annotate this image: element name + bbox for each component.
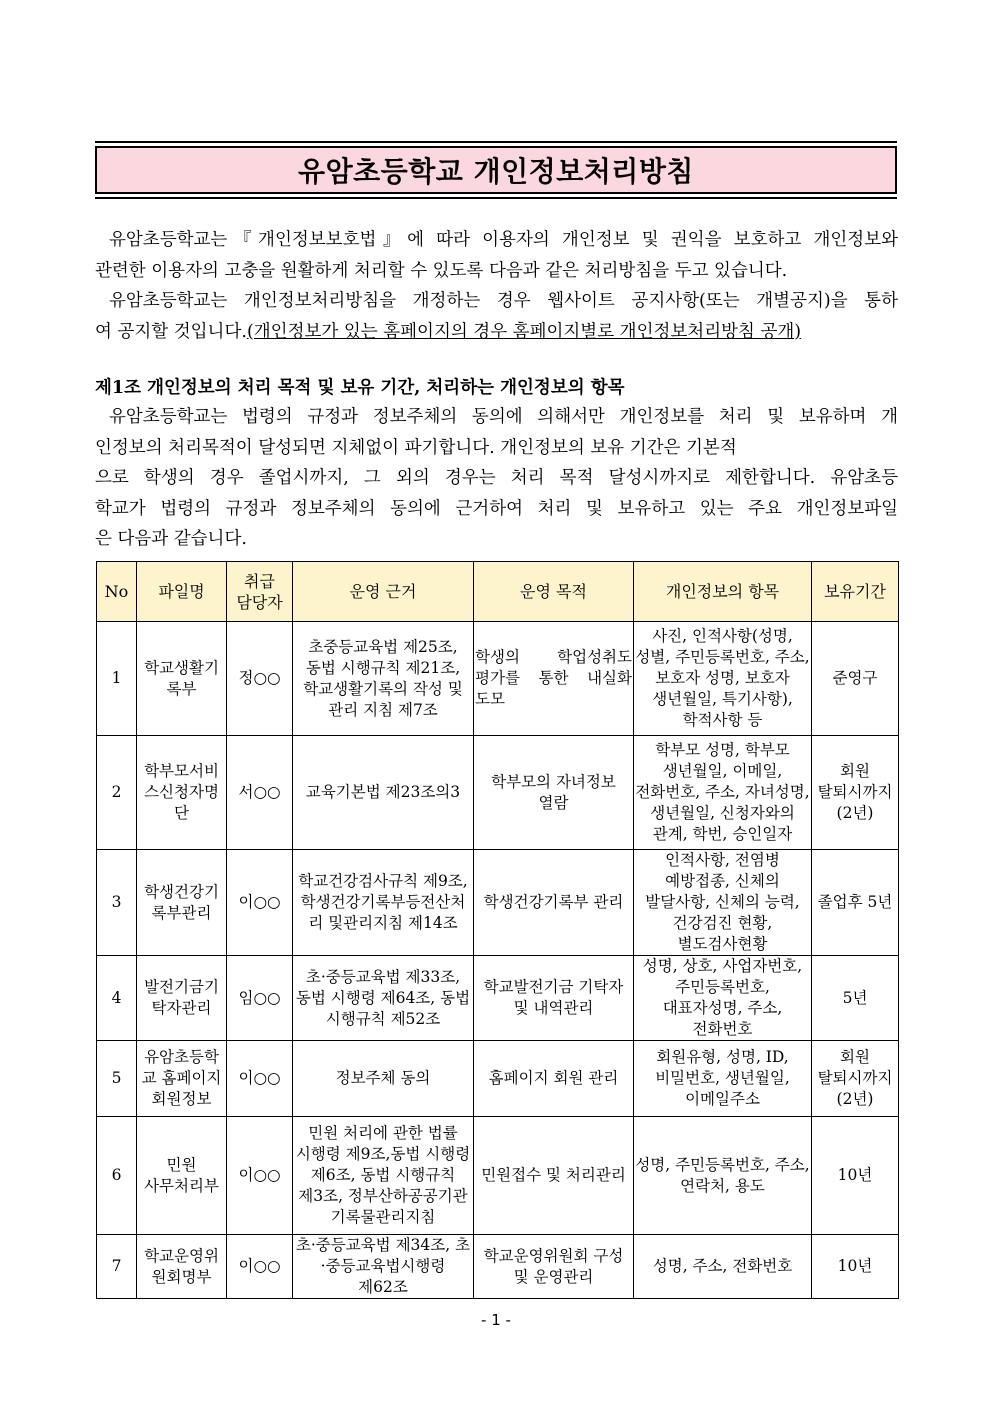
cell-legal-basis: 민원 처리에 관한 법률 시행령 제9조,동법 시행령 제6조, 동법 시행규칙 제3조, 정부산하공공기관 기록물관리지침 xyxy=(293,1117,474,1235)
cell-no: 2 xyxy=(97,736,137,850)
table-row xyxy=(97,1041,899,1117)
cell-file-name: 학교운영위원회명부 xyxy=(137,1235,227,1299)
header-manager: 취급 담당자 xyxy=(227,562,293,622)
intro-underlined-note: (개인정보가 있는 홈페이지의 경우 홈페이지별로 개인정보처리방침 공개) xyxy=(246,321,802,342)
cell-retention: 10년 xyxy=(812,1235,899,1299)
section-heading: 제1조 개인정보의 처리 목적 및 보유 기간, 처리하는 개인정보의 항목 xyxy=(95,378,625,398)
cell-purpose: 학생의 학업성취도 평가를 통한 내실화 도모 xyxy=(474,622,634,736)
cell-manager: 임○○ xyxy=(227,956,293,1041)
header-items: 개인정보의 항목 xyxy=(634,562,812,622)
table-row xyxy=(97,850,899,956)
header-retention: 보유기간 xyxy=(812,562,899,622)
header-purpose: 운영 목적 xyxy=(474,562,634,622)
intro-line: 유암초등학교는『개인정보보호법』에 따라 이용자의 개인정보 및 권익을 보호하고 개인정보와 xyxy=(109,230,898,250)
cell-retention: 10년 xyxy=(812,1117,899,1235)
section-line: 은 다음과 같습니다. xyxy=(95,529,247,549)
cell-file-name: 민원 사무처리부 xyxy=(137,1117,227,1235)
cell-no: 6 xyxy=(97,1117,137,1235)
cell-purpose: 학교발전기금 기탁자 및 내역관리 xyxy=(474,956,634,1041)
cell-retention: 회원 탈퇴시까지(2년) xyxy=(812,736,899,850)
title-box xyxy=(95,146,897,194)
cell-legal-basis: 교육기본법 제23조의3 xyxy=(293,736,474,850)
cell-items: 인적사항, 전염병 예방접종, 신체의 발달사항, 신체의 능력, 건강검진 현황, 별도검사현황 xyxy=(634,850,812,956)
cell-items: 성명, 주민등록번호, 주소, 연락처, 용도 xyxy=(634,1117,812,1235)
cell-no: 5 xyxy=(97,1041,137,1117)
cell-file-name: 학교생활기록부 xyxy=(137,622,227,736)
intro-line xyxy=(95,317,898,348)
cell-purpose: 학부모의 자녀정보 열람 xyxy=(474,736,634,850)
cell-manager: 이○○ xyxy=(227,1235,293,1299)
cell-purpose: 학생건강기록부 관리 xyxy=(474,850,634,956)
cell-no: 4 xyxy=(97,956,137,1041)
header-no: No xyxy=(97,562,137,622)
cell-purpose: 학교운영위원회 구성 및 운영관리 xyxy=(474,1235,634,1299)
cell-file-name: 유암초등학교 홈페이지 회원정보 xyxy=(137,1041,227,1117)
cell-manager: 정○○ xyxy=(227,622,293,736)
cell-items: 회원유형, 성명, ID, 비밀번호, 생년월일, 이메일주소 xyxy=(634,1041,812,1117)
cell-legal-basis: 초중등교육법 제25조, 동법 시행규칙 제21조, 학교생활기록의 작성 및 관리 지침 제7조 xyxy=(293,622,474,736)
cell-items: 성명, 주소, 전화번호 xyxy=(634,1235,812,1299)
section-body xyxy=(95,402,898,555)
cell-legal-basis: 초·중등교육법 제34조, 초·중등교육법시행령 제62조 xyxy=(293,1235,474,1299)
intro-line: 관련한 이용자의 고충을 원활하게 처리할 수 있도록 다음과 같은 처리방침을 두고 있습니다. xyxy=(95,260,788,281)
title-rule-top xyxy=(95,141,897,143)
cell-manager: 이○○ xyxy=(227,850,293,956)
title-block xyxy=(95,141,897,199)
cell-retention: 회원 탈퇴시까지(2년) xyxy=(812,1041,899,1117)
cell-no: 1 xyxy=(97,622,137,736)
header-file-name: 파일명 xyxy=(137,562,227,622)
table-row xyxy=(97,622,899,736)
cell-legal-basis: 초·중등교육법 제33조, 동법 시행령 제64조, 동법 시행규칙 제52조 xyxy=(293,956,474,1041)
cell-items: 학부모 성명, 학부모 생년월일, 이메일, 전화번호, 주소, 자녀성명, 생년월일, 신청자와의 관계, 학번, 승인일자 xyxy=(634,736,812,850)
table-row xyxy=(97,956,899,1041)
section-line: 으로 학생의 경우 졸업시까지, 그 외의 경우는 처리 목적 달성시까지로 제한합니다. 유암초등 xyxy=(95,468,898,488)
cell-file-name: 학생건강기록부관리 xyxy=(137,850,227,956)
cell-legal-basis: 학교건강검사규칙 제9조, 학생건강기록부등전산처리 및관리지침 제14조 xyxy=(293,850,474,956)
page-title: 유암초등학교 개인정보처리방침 xyxy=(298,155,694,188)
title-rule-bottom xyxy=(95,197,897,199)
cell-purpose: 홈페이지 회원 관리 xyxy=(474,1041,634,1117)
cell-purpose: 민원접수 및 처리관리 xyxy=(474,1117,634,1235)
cell-items: 사진, 인적사항(성명, 성별, 주민등록번호, 주소, 보호자 성명, 보호자 생년월일, 특기사항), 학적사항 등 xyxy=(634,622,812,736)
cell-manager: 이○○ xyxy=(227,1041,293,1117)
cell-file-name: 발전기금기탁자관리 xyxy=(137,956,227,1041)
cell-manager: 이○○ xyxy=(227,1117,293,1235)
cell-manager: 서○○ xyxy=(227,736,293,850)
intro-paragraph xyxy=(95,225,898,347)
section-line: 학교가 법령의 규정과 정보주체의 동의에 근거하여 처리 및 보유하고 있는 주요 개인정보파일 xyxy=(95,498,898,519)
header-legal-basis: 운영 근거 xyxy=(293,562,474,622)
cell-retention: 졸업후 5년 xyxy=(812,850,899,956)
intro-line: 유암초등학교는 개인정보처리방침을 개정하는 경우 웹사이트 공지사항(또는 개별공지)을 통하 xyxy=(109,291,898,311)
section-line: 인정보의 처리목적이 달성되면 지체없이 파기합니다. 개인정보의 보유 기간은 기본적 xyxy=(95,437,737,458)
cell-no: 7 xyxy=(97,1235,137,1299)
cell-retention: 5년 xyxy=(812,956,899,1041)
cell-legal-basis: 정보주체 동의 xyxy=(293,1041,474,1117)
personal-info-files-table xyxy=(96,561,899,1299)
table-header-row xyxy=(97,562,899,622)
table-row xyxy=(97,1117,899,1235)
cell-file-name: 학부모서비스신청자명단 xyxy=(137,736,227,850)
intro-text: 여 공지할 것입니다. xyxy=(95,321,247,342)
page-number: - 1 - xyxy=(481,1311,511,1329)
cell-no: 3 xyxy=(97,850,137,956)
cell-retention: 준영구 xyxy=(812,622,899,736)
table-row xyxy=(97,1235,899,1299)
cell-items: 성명, 상호, 사업자번호, 주민등록번호, 대표자성명, 주소, 전화번호 xyxy=(634,956,812,1041)
section-line: 유암초등학교는 법령의 규정과 정보주체의 동의에 의해서만 개인정보를 처리 및 보유하며 개 xyxy=(109,407,898,427)
table-row xyxy=(97,736,899,850)
